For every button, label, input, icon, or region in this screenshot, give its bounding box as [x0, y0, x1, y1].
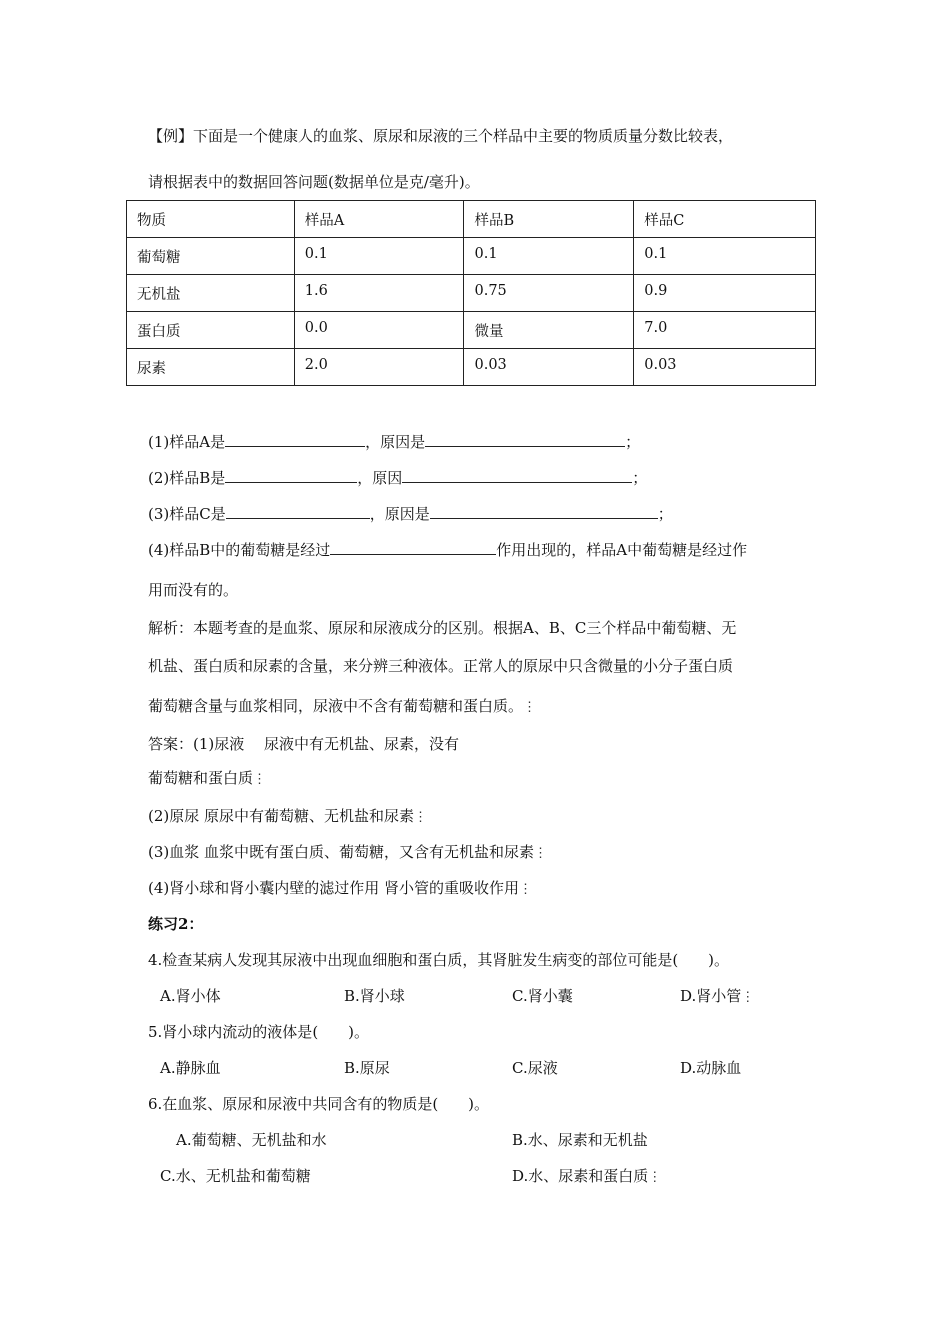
table-cell: 7.0	[634, 312, 816, 349]
option-a[interactable]: A.葡萄糖、无机盐和水	[176, 1131, 327, 1149]
table-cell: 0.1	[634, 238, 816, 275]
table-cell: 尿素	[127, 349, 295, 386]
option-c[interactable]: C.肾小囊	[512, 987, 573, 1005]
table-header-cell: 样品C	[634, 201, 816, 238]
answer-blank[interactable]	[226, 504, 370, 519]
example-intro-line1: 【例】下面是一个健康人的血浆、原尿和尿液的三个样品中主要的物质质量分数比较表，	[148, 127, 734, 145]
table-cell: 蛋白质	[127, 312, 295, 349]
table-header-cell: 样品B	[464, 201, 634, 238]
option-a[interactable]: A.肾小体	[160, 987, 221, 1005]
table-cell: 1.6	[294, 275, 464, 312]
dots-mark: ⋮	[253, 772, 267, 787]
question-1: (1)样品A是 ，原因是 ；	[148, 433, 641, 451]
table-row	[127, 312, 816, 349]
practice-question-5: 5.肾小球内流动的液体是( )。	[148, 1023, 370, 1041]
dots-mark: ⋮	[414, 810, 428, 825]
option-c[interactable]: C.水、无机盐和葡萄糖	[160, 1167, 311, 1185]
answer-blank[interactable]	[225, 468, 357, 483]
question-4-line2: 用而没有的。	[148, 581, 239, 599]
option-b[interactable]: B.水、尿素和无机盐	[512, 1131, 648, 1149]
dots-mark: ⋮	[534, 846, 548, 861]
practice-title: 练习2：	[148, 915, 204, 933]
table-cell: 0.03	[634, 349, 816, 386]
option-a[interactable]: A.静脉血	[160, 1059, 221, 1077]
option-d[interactable]: D.动脉血	[680, 1059, 742, 1077]
answer-blank[interactable]	[402, 468, 632, 483]
question-4: (4)样品B中的葡萄糖是经过 作用出现的，样品A中葡萄糖是经过作	[148, 541, 748, 559]
practice-question-4: 4.检查某病人发现其尿液中出现血细胞和蛋白质，其肾脏发生病变的部位可能是( )。	[148, 951, 730, 969]
table-row	[127, 349, 816, 386]
option-d[interactable]: D.水、尿素和蛋白质⋮	[512, 1167, 662, 1185]
table-cell: 微量	[464, 312, 634, 349]
table-cell: 0.1	[464, 238, 634, 275]
table-row	[127, 238, 816, 275]
answer-blank[interactable]	[425, 432, 625, 447]
table-header-row	[127, 201, 816, 238]
table-cell: 无机盐	[127, 275, 295, 312]
question-3: (3)样品C是 ，原因是 ；	[148, 505, 673, 523]
table-cell: 0.0	[294, 312, 464, 349]
question-2: (2)样品B是 ，原因 ；	[148, 469, 648, 487]
table-cell: 0.1	[294, 238, 464, 275]
answer-blank[interactable]	[225, 432, 365, 447]
answer-line3: (2)原尿 原尿中有葡萄糖、无机盐和尿素⋮	[148, 807, 428, 825]
substance-table	[126, 200, 816, 386]
table-cell: 0.03	[464, 349, 634, 386]
dots-mark: ⋮	[519, 882, 533, 897]
option-c[interactable]: C.尿液	[512, 1059, 558, 1077]
table-row	[127, 275, 816, 312]
analysis-line2: 机盐、蛋白质和尿素的含量，来分辨三种液体。正常人的原尿中只含微量的小分子蛋白质	[148, 657, 734, 675]
answer-line5: (4)肾小球和肾小囊内壁的滤过作用 肾小管的重吸收作用⋮	[148, 879, 533, 897]
table-cell: 0.9	[634, 275, 816, 312]
answer-line1: 答案：(1)尿液 尿液中有无机盐、尿素，没有	[148, 735, 460, 753]
analysis-line1: 解析：本题考查的是血浆、原尿和尿液成分的区别。根据A、B、C三个样品中葡萄糖、无	[148, 619, 737, 637]
table-cell: 0.75	[464, 275, 634, 312]
option-b[interactable]: B.肾小球	[344, 987, 405, 1005]
option-d[interactable]: D.肾小管⋮	[680, 987, 755, 1005]
table-header-cell: 样品A	[294, 201, 464, 238]
answer-line2: 葡萄糖和蛋白质⋮	[148, 769, 267, 787]
option-b[interactable]: B.原尿	[344, 1059, 390, 1077]
table-cell: 葡萄糖	[127, 238, 295, 275]
dots-mark: ⋮	[741, 990, 755, 1005]
answer-blank[interactable]	[330, 540, 496, 555]
analysis-line3: 葡萄糖含量与血浆相同，尿液中不含有葡萄糖和蛋白质。⋮	[148, 697, 537, 715]
dots-mark: ⋮	[648, 1170, 662, 1185]
example-intro-line2: 请根据表中的数据回答问题(数据单位是克/毫升)。	[148, 173, 480, 191]
table-cell: 2.0	[294, 349, 464, 386]
table-header-cell: 物质	[127, 201, 295, 238]
dots-mark: ⋮	[523, 700, 537, 715]
practice-question-6: 6.在血浆、原尿和尿液中共同含有的物质是( )。	[148, 1095, 490, 1113]
answer-blank[interactable]	[430, 504, 658, 519]
answer-line4: (3)血浆 血浆中既有蛋白质、葡萄糖，又含有无机盐和尿素⋮	[148, 843, 548, 861]
